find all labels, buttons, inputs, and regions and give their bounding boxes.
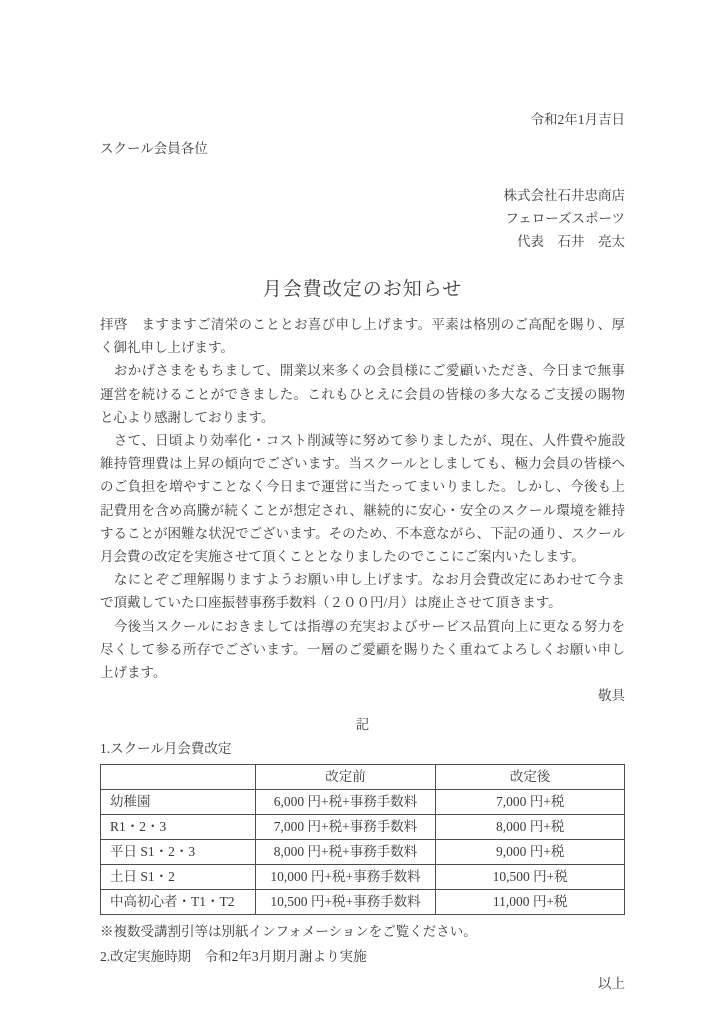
paragraph-future: 今後当スクールにおきましては指導の充実およびサービス品質向上に更なる努力を尽くして参る所存でございます。一層のご愛顧を賜りたく重ねてよろしくお願い申し上げます。 bbox=[100, 618, 625, 681]
cell-price-after: 11,000 円+税 bbox=[436, 889, 625, 914]
cell-price-after: 8,000 円+税 bbox=[436, 814, 625, 839]
header-after-revision: 改定後 bbox=[436, 764, 625, 789]
cell-category: 平日 S1・2・3 bbox=[101, 839, 256, 864]
table-row bbox=[101, 889, 625, 914]
cell-category: R1・2・3 bbox=[101, 814, 256, 839]
paragraph-request: なにとぞご理解賜りますようお願い申し上げます。なお月会費改定にあわせて今まで頂戴していた口座振替事務手数料（２００円/月）は廃止させて頂きます。 bbox=[100, 572, 625, 611]
paragraph-thanks: おかげさまをもちまして、開業以来多くの会員様にご愛顧いただき、今日まで無事運営を続けることができました。これもひとえに会員の皆様の多大なるご支援の賜物と心より感謝しております。 bbox=[100, 363, 625, 425]
sender-representative: 代表 石井 亮太 bbox=[517, 234, 625, 249]
sender-block bbox=[100, 184, 625, 253]
cell-price-after: 9,000 円+税 bbox=[436, 839, 625, 864]
section2-heading: 2.改定実施時期 令和2年3月期月謝より実施 bbox=[100, 948, 367, 964]
header-before-revision: 改定前 bbox=[255, 764, 436, 789]
cell-price-before: 6,000 円+税+事務手数料 bbox=[255, 789, 436, 814]
table-row bbox=[101, 864, 625, 889]
fee-table-header-row bbox=[101, 764, 625, 789]
cell-price-before: 10,500 円+税+事務手数料 bbox=[255, 889, 436, 914]
document-date: 令和2年1月吉日 bbox=[530, 112, 625, 127]
fee-table bbox=[100, 764, 625, 915]
closing-keigu: 敬具 bbox=[598, 688, 625, 704]
header-category bbox=[101, 764, 256, 789]
sender-brand: フェローズスポーツ bbox=[505, 211, 625, 226]
paragraph-greeting: 拝啓 ますますご清栄のこととお喜び申し上げます。平素は格別のご高配を賜り、厚く御礼申し上げます。 bbox=[100, 317, 625, 356]
cell-price-after: 10,500 円+税 bbox=[436, 864, 625, 889]
cell-price-before: 10,000 円+税+事務手数料 bbox=[255, 864, 436, 889]
table-row bbox=[101, 839, 625, 864]
table-note: ※複数受講割引等は別紙インフォメーションをご覧ください。 bbox=[100, 923, 477, 939]
cell-category: 幼稚園 bbox=[101, 789, 256, 814]
cell-price-after: 7,000 円+税 bbox=[436, 789, 625, 814]
letter-body bbox=[100, 313, 625, 684]
table-row bbox=[101, 814, 625, 839]
section1-heading: 1.スクール月会費改定 bbox=[100, 740, 232, 756]
cell-category: 中高初心者・T1・T2 bbox=[101, 889, 256, 914]
paragraph-reason: さて、日頃より効率化・コスト削減等に努めて参りましたが、現在、人件費や施設維持管理費は上昇の傾向でございます。当スクールとしましても、極力会員の皆様へのご負担を増やすことなく今日まで運営に当たってまいりました。しかし、今後も上記費用を含め高騰が続くことが想定され、継続的に安心・安全のスクール環境を維持することが困難な状況でございます。そのため、不本意ながら、下記の通り、スクール月会費の改定を実施させて頂くこととなりましたのでここにご案内いたします。 bbox=[100, 433, 625, 565]
cell-price-before: 8,000 円+税+事務手数料 bbox=[255, 839, 436, 864]
record-mark: 記 bbox=[355, 717, 370, 733]
sender-company: 株式会社石井忠商店 bbox=[503, 188, 625, 203]
end-mark: 以上 bbox=[598, 975, 625, 991]
table-row bbox=[101, 789, 625, 814]
recipient: スクール会員各位 bbox=[100, 141, 208, 156]
document-title: 月会費改定のお知らせ bbox=[262, 279, 463, 300]
cell-price-before: 7,000 円+税+事務手数料 bbox=[255, 814, 436, 839]
cell-category: 土日 S1・2 bbox=[101, 864, 256, 889]
